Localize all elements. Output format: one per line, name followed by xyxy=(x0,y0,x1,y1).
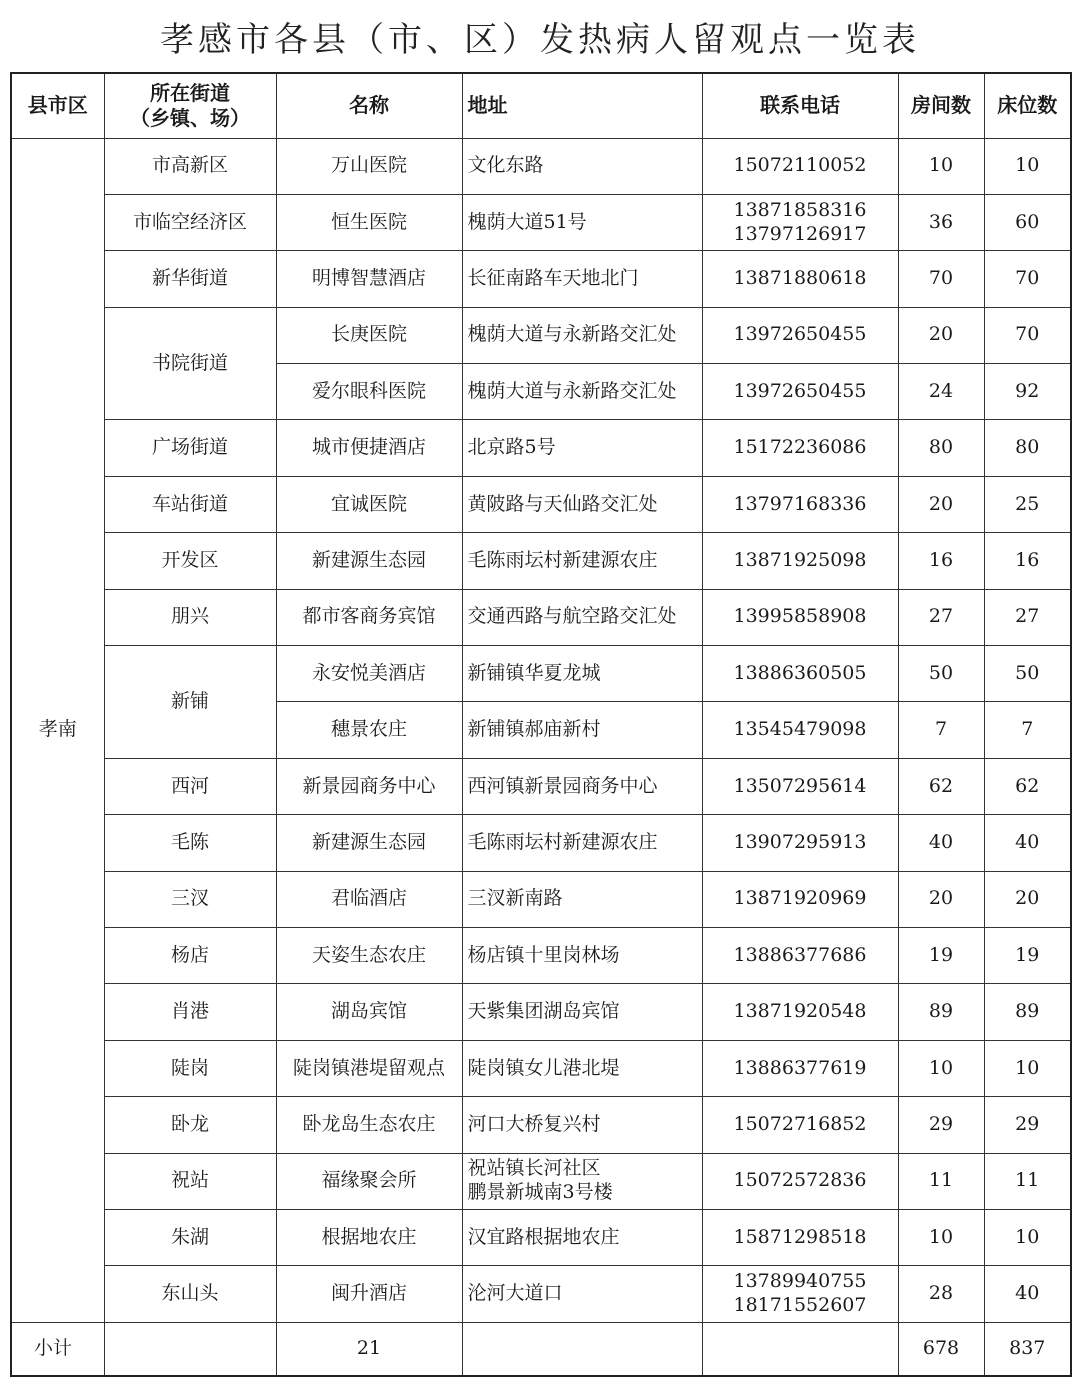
table-row xyxy=(11,533,1071,589)
phone-number: 13995858908 xyxy=(733,605,867,628)
name-cell: 天姿生态农庄 xyxy=(276,927,462,983)
rooms-cell: 40 xyxy=(898,815,984,871)
phone-number: 13871925098 xyxy=(733,549,867,572)
beds-cell: 27 xyxy=(984,589,1071,645)
beds-cell: 70 xyxy=(984,251,1071,307)
table-row xyxy=(11,984,1071,1040)
beds-cell: 70 xyxy=(984,307,1071,363)
address-line: 文化东路 xyxy=(467,154,544,177)
address-line: 河口大桥复兴村 xyxy=(467,1112,601,1135)
phone-number: 15072716852 xyxy=(733,1112,867,1135)
name-cell: 明博智慧酒店 xyxy=(276,251,462,307)
phone-number: 13871920969 xyxy=(733,887,867,910)
phone-cell xyxy=(702,589,898,645)
address-line: 新铺镇郝庙新村 xyxy=(467,718,601,741)
phone-cell xyxy=(702,927,898,983)
name-cell: 陡岗镇港堤留观点 xyxy=(276,1040,462,1096)
beds-cell: 62 xyxy=(984,758,1071,814)
table-row xyxy=(11,1266,1071,1322)
col-header-street-line1: 所在街道 xyxy=(150,80,230,105)
beds-cell: 20 xyxy=(984,871,1071,927)
table-row xyxy=(11,589,1071,645)
col-header-address: 地址 xyxy=(462,73,702,138)
address-line: 黄陂路与天仙路交汇处 xyxy=(467,492,658,515)
phone-cell xyxy=(702,984,898,1040)
address-cell xyxy=(462,646,702,702)
address-line: 槐荫大道51号 xyxy=(467,210,587,233)
name-cell: 穗景农庄 xyxy=(276,702,462,758)
name-cell: 爱尔眼科医院 xyxy=(276,364,462,420)
phone-number: 13886377686 xyxy=(733,943,867,966)
col-header-beds: 床位数 xyxy=(984,73,1071,138)
name-cell: 万山医院 xyxy=(276,138,462,194)
address-cell xyxy=(462,1266,702,1322)
rooms-cell: 27 xyxy=(898,589,984,645)
table-row xyxy=(11,1040,1071,1096)
phone-number: 13886360505 xyxy=(733,661,867,684)
table-row xyxy=(11,476,1071,532)
beds-cell: 80 xyxy=(984,420,1071,476)
phone-number: 13545479098 xyxy=(733,718,867,741)
name-cell: 新建源生态园 xyxy=(276,533,462,589)
street-cell: 卧龙 xyxy=(104,1097,276,1153)
phone-cell xyxy=(702,1040,898,1096)
subtotal-count: 21 xyxy=(276,1322,462,1376)
street-cell: 朱湖 xyxy=(104,1209,276,1265)
address-cell xyxy=(462,1153,702,1209)
table-row xyxy=(11,251,1071,307)
address-cell xyxy=(462,589,702,645)
address-cell xyxy=(462,984,702,1040)
rooms-cell: 19 xyxy=(898,927,984,983)
address-line: 汉宜路根据地农庄 xyxy=(467,1225,620,1248)
table-row xyxy=(11,871,1071,927)
beds-cell: 16 xyxy=(984,533,1071,589)
address-line: 鹏景新城南3号楼 xyxy=(467,1181,613,1204)
rooms-cell: 29 xyxy=(898,1097,984,1153)
phone-cell xyxy=(702,1209,898,1265)
name-cell: 恒生医院 xyxy=(276,194,462,250)
rooms-cell: 80 xyxy=(898,420,984,476)
beds-cell: 19 xyxy=(984,927,1071,983)
phone-cell xyxy=(702,758,898,814)
address-line: 陡岗镇女儿港北堤 xyxy=(467,1056,620,1079)
name-cell: 闽升酒店 xyxy=(276,1266,462,1322)
beds-cell: 40 xyxy=(984,1266,1071,1322)
street-cell: 毛陈 xyxy=(104,815,276,871)
table-row xyxy=(11,758,1071,814)
name-cell: 湖岛宾馆 xyxy=(276,984,462,1040)
phone-number: 13507295614 xyxy=(733,774,867,797)
rooms-cell: 20 xyxy=(898,476,984,532)
rooms-cell: 11 xyxy=(898,1153,984,1209)
street-cell: 东山头 xyxy=(104,1266,276,1322)
rooms-cell: 36 xyxy=(898,194,984,250)
beds-cell: 10 xyxy=(984,1209,1071,1265)
rooms-cell: 10 xyxy=(898,1040,984,1096)
subtotal-empty-cell xyxy=(104,1322,276,1376)
rooms-cell: 50 xyxy=(898,646,984,702)
rooms-cell: 89 xyxy=(898,984,984,1040)
address-cell xyxy=(462,1209,702,1265)
beds-cell: 25 xyxy=(984,476,1071,532)
address-line: 槐荫大道与永新路交汇处 xyxy=(467,323,677,346)
beds-cell: 7 xyxy=(984,702,1071,758)
beds-cell: 10 xyxy=(984,138,1071,194)
phone-number: 13907295913 xyxy=(733,831,867,853)
col-header-phone: 联系电话 xyxy=(702,73,898,138)
rooms-cell: 16 xyxy=(898,533,984,589)
name-cell: 卧龙岛生态农庄 xyxy=(276,1097,462,1153)
col-header-rooms: 房间数 xyxy=(898,73,984,138)
street-cell: 肖港 xyxy=(104,984,276,1040)
phone-number: 15072110052 xyxy=(733,154,867,177)
table-row xyxy=(11,1153,1071,1209)
street-cell: 新华街道 xyxy=(104,251,276,307)
address-cell xyxy=(462,194,702,250)
col-header-county: 县市区 xyxy=(11,73,104,138)
address-cell xyxy=(462,702,702,758)
rooms-cell: 24 xyxy=(898,364,984,420)
table-row xyxy=(11,1097,1071,1153)
street-cell: 新铺 xyxy=(104,646,276,759)
page-title: 孝感市各县（市、区）发热病人留观点一览表 xyxy=(160,19,920,60)
address-cell xyxy=(462,815,702,871)
address-line: 北京路5号 xyxy=(467,436,556,459)
subtotal-label: 小计 xyxy=(11,1322,104,1376)
table-row xyxy=(11,420,1071,476)
address-cell xyxy=(462,251,702,307)
phone-cell xyxy=(702,476,898,532)
name-cell: 宜诚医院 xyxy=(276,476,462,532)
name-cell: 根据地农庄 xyxy=(276,1209,462,1265)
rooms-cell: 10 xyxy=(898,138,984,194)
phone-cell xyxy=(702,646,898,702)
address-line: 三汊新南路 xyxy=(467,887,563,910)
observation-points-table xyxy=(10,72,1072,1377)
address-cell xyxy=(462,533,702,589)
address-line: 交通西路与航空路交汇处 xyxy=(467,605,677,628)
beds-cell: 10 xyxy=(984,1040,1071,1096)
phone-number: 13797168336 xyxy=(733,492,867,515)
phone-cell xyxy=(702,138,898,194)
street-cell: 西河 xyxy=(104,758,276,814)
phone-number: 18171552607 xyxy=(733,1294,867,1316)
address-line: 槐荫大道与永新路交汇处 xyxy=(467,379,677,402)
header-row xyxy=(11,73,1071,138)
phone-cell xyxy=(702,194,898,250)
subtotal-beds: 837 xyxy=(984,1322,1071,1376)
rooms-cell: 70 xyxy=(898,251,984,307)
address-line: 毛陈雨坛村新建源农庄 xyxy=(467,831,658,853)
address-cell xyxy=(462,476,702,532)
table-row xyxy=(11,815,1071,871)
beds-cell: 60 xyxy=(984,194,1071,250)
phone-number: 13797126917 xyxy=(733,222,867,245)
address-cell xyxy=(462,364,702,420)
name-cell: 新景园商务中心 xyxy=(276,758,462,814)
address-cell xyxy=(462,758,702,814)
col-header-name: 名称 xyxy=(276,73,462,138)
phone-cell xyxy=(702,251,898,307)
subtotal-empty-cell xyxy=(462,1322,702,1376)
beds-cell: 50 xyxy=(984,646,1071,702)
phone-number: 15072572836 xyxy=(733,1169,867,1192)
phone-number: 13789940755 xyxy=(733,1270,867,1293)
rooms-cell: 20 xyxy=(898,871,984,927)
phone-number: 13972650455 xyxy=(733,323,867,346)
rooms-cell: 10 xyxy=(898,1209,984,1265)
street-cell: 车站街道 xyxy=(104,476,276,532)
street-cell: 朋兴 xyxy=(104,589,276,645)
name-cell: 福缘聚会所 xyxy=(276,1153,462,1209)
phone-cell xyxy=(702,364,898,420)
phone-number: 15172236086 xyxy=(733,436,867,459)
table-row xyxy=(11,138,1071,194)
address-line: 西河镇新景园商务中心 xyxy=(467,774,658,797)
address-line: 祝站镇长河社区 xyxy=(467,1157,601,1180)
phone-cell xyxy=(702,1097,898,1153)
phone-cell xyxy=(702,420,898,476)
rooms-cell: 28 xyxy=(898,1266,984,1322)
county-cell: 孝南 xyxy=(11,138,104,1322)
subtotal-rooms: 678 xyxy=(898,1322,984,1376)
phone-cell xyxy=(702,702,898,758)
phone-cell xyxy=(702,871,898,927)
table-row xyxy=(11,1209,1071,1265)
beds-cell: 11 xyxy=(984,1153,1071,1209)
table-row xyxy=(11,194,1071,250)
address-cell xyxy=(462,927,702,983)
table-row xyxy=(11,646,1071,702)
address-cell xyxy=(462,1097,702,1153)
beds-cell: 29 xyxy=(984,1097,1071,1153)
address-line: 天紫集团湖岛宾馆 xyxy=(467,1000,620,1023)
name-cell: 长庚医院 xyxy=(276,307,462,363)
phone-cell xyxy=(702,307,898,363)
street-cell: 书院街道 xyxy=(104,307,276,420)
table-row xyxy=(11,927,1071,983)
phone-cell xyxy=(702,1266,898,1322)
subtotal-row xyxy=(11,1322,1071,1376)
name-cell: 君临酒店 xyxy=(276,871,462,927)
street-cell: 市高新区 xyxy=(104,138,276,194)
phone-number: 13886377619 xyxy=(733,1056,867,1079)
address-line: 长征南路车天地北门 xyxy=(467,267,639,290)
street-cell: 杨店 xyxy=(104,927,276,983)
address-line: 沦河大道口 xyxy=(467,1282,563,1305)
street-cell: 三汊 xyxy=(104,871,276,927)
rooms-cell: 20 xyxy=(898,307,984,363)
beds-cell: 89 xyxy=(984,984,1071,1040)
name-cell: 都市客商务宾馆 xyxy=(276,589,462,645)
phone-number: 13871880618 xyxy=(733,267,867,290)
subtotal-empty-cell xyxy=(702,1322,898,1376)
name-cell: 新建源生态园 xyxy=(276,815,462,871)
address-cell xyxy=(462,307,702,363)
rooms-cell: 7 xyxy=(898,702,984,758)
phone-number: 13871920548 xyxy=(733,1000,867,1023)
street-cell: 祝站 xyxy=(104,1153,276,1209)
street-cell: 市临空经济区 xyxy=(104,194,276,250)
rooms-cell: 62 xyxy=(898,758,984,814)
phone-number: 13972650455 xyxy=(733,379,867,402)
table-row xyxy=(11,307,1071,363)
address-cell xyxy=(462,420,702,476)
address-cell xyxy=(462,871,702,927)
phone-number: 15871298518 xyxy=(733,1225,867,1248)
col-header-street-line2: （乡镇、场） xyxy=(130,105,250,130)
street-cell: 广场街道 xyxy=(104,420,276,476)
address-line: 毛陈雨坛村新建源农庄 xyxy=(467,549,658,572)
name-cell: 永安悦美酒店 xyxy=(276,646,462,702)
address-cell xyxy=(462,138,702,194)
beds-cell: 92 xyxy=(984,364,1071,420)
phone-number: 13871858316 xyxy=(733,198,867,221)
address-cell xyxy=(462,1040,702,1096)
col-header-street xyxy=(104,73,276,138)
name-cell: 城市便捷酒店 xyxy=(276,420,462,476)
phone-cell xyxy=(702,533,898,589)
beds-cell: 40 xyxy=(984,815,1071,871)
street-cell: 陡岗 xyxy=(104,1040,276,1096)
street-cell: 开发区 xyxy=(104,533,276,589)
phone-cell xyxy=(702,1153,898,1209)
address-line: 杨店镇十里岗林场 xyxy=(467,943,620,966)
phone-cell xyxy=(702,815,898,871)
address-line: 新铺镇华夏龙城 xyxy=(467,661,601,684)
